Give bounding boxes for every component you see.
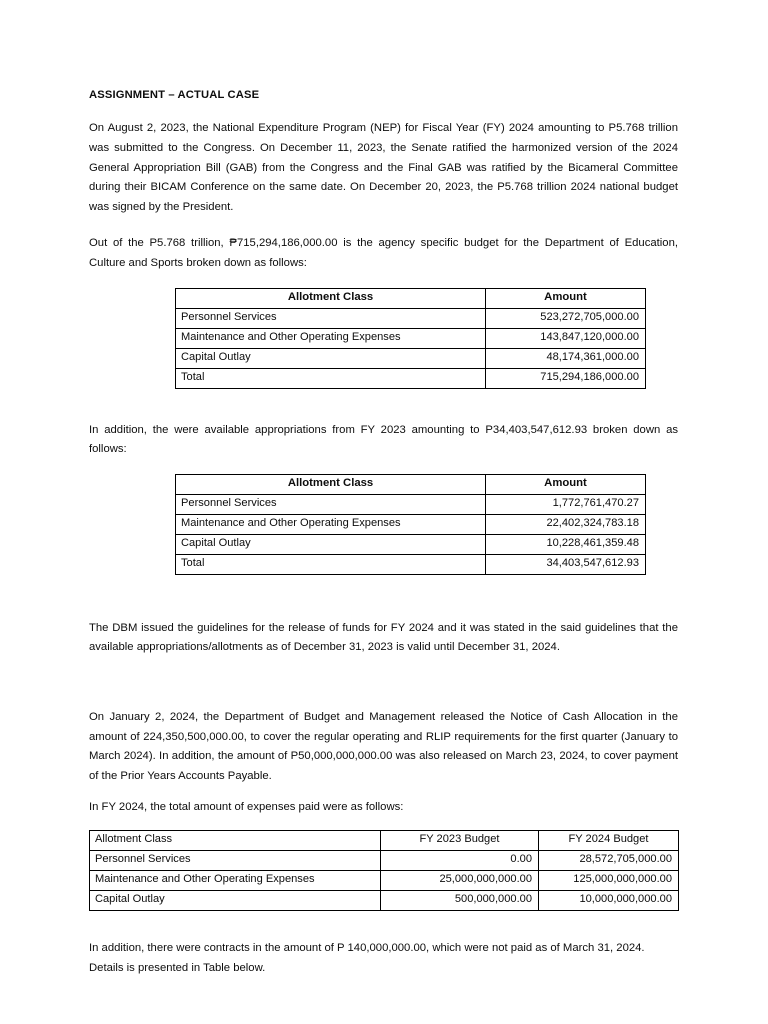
table-row bbox=[176, 514, 646, 534]
cell-allotment-class: Personnel Services bbox=[176, 494, 486, 514]
spacer bbox=[89, 658, 678, 708]
spacer bbox=[89, 575, 678, 619]
paragraph-agency-budget: Out of the P5.768 trillion, ₱715,294,186,000.00 is the agency specific budget for the Department of Education, Culture and Sports broken down as follows: bbox=[89, 237, 678, 269]
table-wrapper-fy2023-available bbox=[175, 474, 678, 575]
column-header-amount: Amount bbox=[486, 474, 646, 494]
table-row bbox=[90, 850, 679, 870]
spacer bbox=[89, 274, 678, 288]
table-row-total bbox=[176, 368, 646, 388]
column-header-allotment-class: Allotment Class bbox=[176, 474, 486, 494]
cell-amount: 1,772,761,470.27 bbox=[486, 494, 646, 514]
table-row bbox=[176, 534, 646, 554]
cell-fy2023-budget: 25,000,000,000.00 bbox=[381, 870, 539, 890]
table-wrapper-expenses-paid bbox=[89, 830, 678, 911]
table-wrapper-fy2024-budget bbox=[175, 288, 678, 389]
cell-fy2023-budget: 0.00 bbox=[381, 850, 539, 870]
spacer bbox=[89, 911, 678, 939]
cell-allotment-class: Personnel Services bbox=[90, 850, 381, 870]
table-row bbox=[176, 308, 646, 328]
cell-allotment-class: Maintenance and Other Operating Expenses bbox=[176, 328, 486, 348]
paragraph-unpaid-contracts: In addition, there were contracts in the amount of P 140,000,000.00, which were not paid as of March 31, 2024. Details is presented in Table below. bbox=[89, 941, 645, 974]
cell-allotment-class: Personnel Services bbox=[176, 308, 486, 328]
table-row-total bbox=[176, 554, 646, 574]
table-row bbox=[90, 890, 679, 910]
cell-fy2024-budget: 10,000,000,000.00 bbox=[539, 890, 679, 910]
column-header-allotment-class: Allotment Class bbox=[176, 288, 486, 308]
table-fy2024-budget bbox=[175, 288, 646, 389]
table-row bbox=[176, 348, 646, 368]
paragraph-expenses-intro: In FY 2024, the total amount of expenses paid were as follows: bbox=[89, 801, 404, 814]
spacer bbox=[89, 460, 678, 474]
spacer bbox=[89, 786, 678, 798]
table-expenses-paid bbox=[89, 830, 679, 911]
table-fy2023-available bbox=[175, 474, 646, 575]
table-row bbox=[90, 870, 679, 890]
cell-fy2024-budget: 28,572,705,000.00 bbox=[539, 850, 679, 870]
table-header-row bbox=[90, 830, 679, 850]
cell-allotment-class: Capital Outlay bbox=[176, 534, 486, 554]
paragraph-available-appropriations: In addition, the were available appropriations from FY 2023 amounting to P34,403,547,612.93 broken down as follows: bbox=[89, 423, 678, 456]
cell-amount: 715,294,186,000.00 bbox=[486, 368, 646, 388]
column-header-fy2024-budget: FY 2024 Budget bbox=[539, 830, 679, 850]
cell-amount: 10,228,461,359.48 bbox=[486, 534, 646, 554]
page-title: ASSIGNMENT – ACTUAL CASE bbox=[89, 89, 260, 101]
table-header-row bbox=[176, 288, 646, 308]
cell-allotment-class: Capital Outlay bbox=[176, 348, 486, 368]
cell-fy2024-budget: 125,000,000,000.00 bbox=[539, 870, 679, 890]
cell-amount: 22,402,324,783.18 bbox=[486, 514, 646, 534]
table-row bbox=[176, 328, 646, 348]
column-header-fy2023-budget: FY 2023 Budget bbox=[381, 830, 539, 850]
table-header-row bbox=[176, 474, 646, 494]
column-header-allotment-class: Allotment Class bbox=[90, 830, 381, 850]
cell-allotment-class: Total bbox=[176, 554, 486, 574]
spacer bbox=[89, 818, 678, 830]
paragraph-dbm-guidelines: The DBM issued the guidelines for the release of funds for FY 2024 and it was stated in the said guidelines that the available appropriations/allotments as of December 31, 2023 is valid until December 31, 2024. bbox=[89, 621, 678, 654]
paragraph-nep-intro: On August 2, 2023, the National Expenditure Program (NEP) for Fiscal Year (FY) 2024 amounting to P5.768 trillion was submitted to the Congress. On December 11, 2023, the Senate ratified the harmonized version of the 2024 General Appropriation Bill (GAB) from the Congress and the Final GAB was ratified by the Bicameral Committee during their BICAM Conference on the same date. On December 20, 2023, the P5.768 trillion 2024 national budget was signed by the President. bbox=[89, 122, 678, 213]
spacer bbox=[89, 217, 678, 234]
cell-amount: 34,403,547,612.93 bbox=[486, 554, 646, 574]
cell-amount: 523,272,705,000.00 bbox=[486, 308, 646, 328]
column-header-amount: Amount bbox=[486, 288, 646, 308]
cell-allotment-class: Total bbox=[176, 368, 486, 388]
paragraph-notice-of-cash-allocation: On January 2, 2024, the Department of Budget and Management released the Notice of Cash Allocation in the amount of 224,350,500,000.00, to cover the regular operating and RLIP requirements for the first quarter (January to March 2024). In addition, the amount of P50,000,000,000.00 was also released on March 23, 2024, to cover payment of the Prior Years Accounts Payable. bbox=[89, 710, 678, 782]
cell-amount: 143,847,120,000.00 bbox=[486, 328, 646, 348]
cell-fy2023-budget: 500,000,000.00 bbox=[381, 890, 539, 910]
spacer bbox=[89, 389, 678, 421]
cell-amount: 48,174,361,000.00 bbox=[486, 348, 646, 368]
cell-allotment-class: Maintenance and Other Operating Expenses bbox=[90, 870, 381, 890]
cell-allotment-class: Maintenance and Other Operating Expenses bbox=[176, 514, 486, 534]
table-row bbox=[176, 494, 646, 514]
cell-allotment-class: Capital Outlay bbox=[90, 890, 381, 910]
